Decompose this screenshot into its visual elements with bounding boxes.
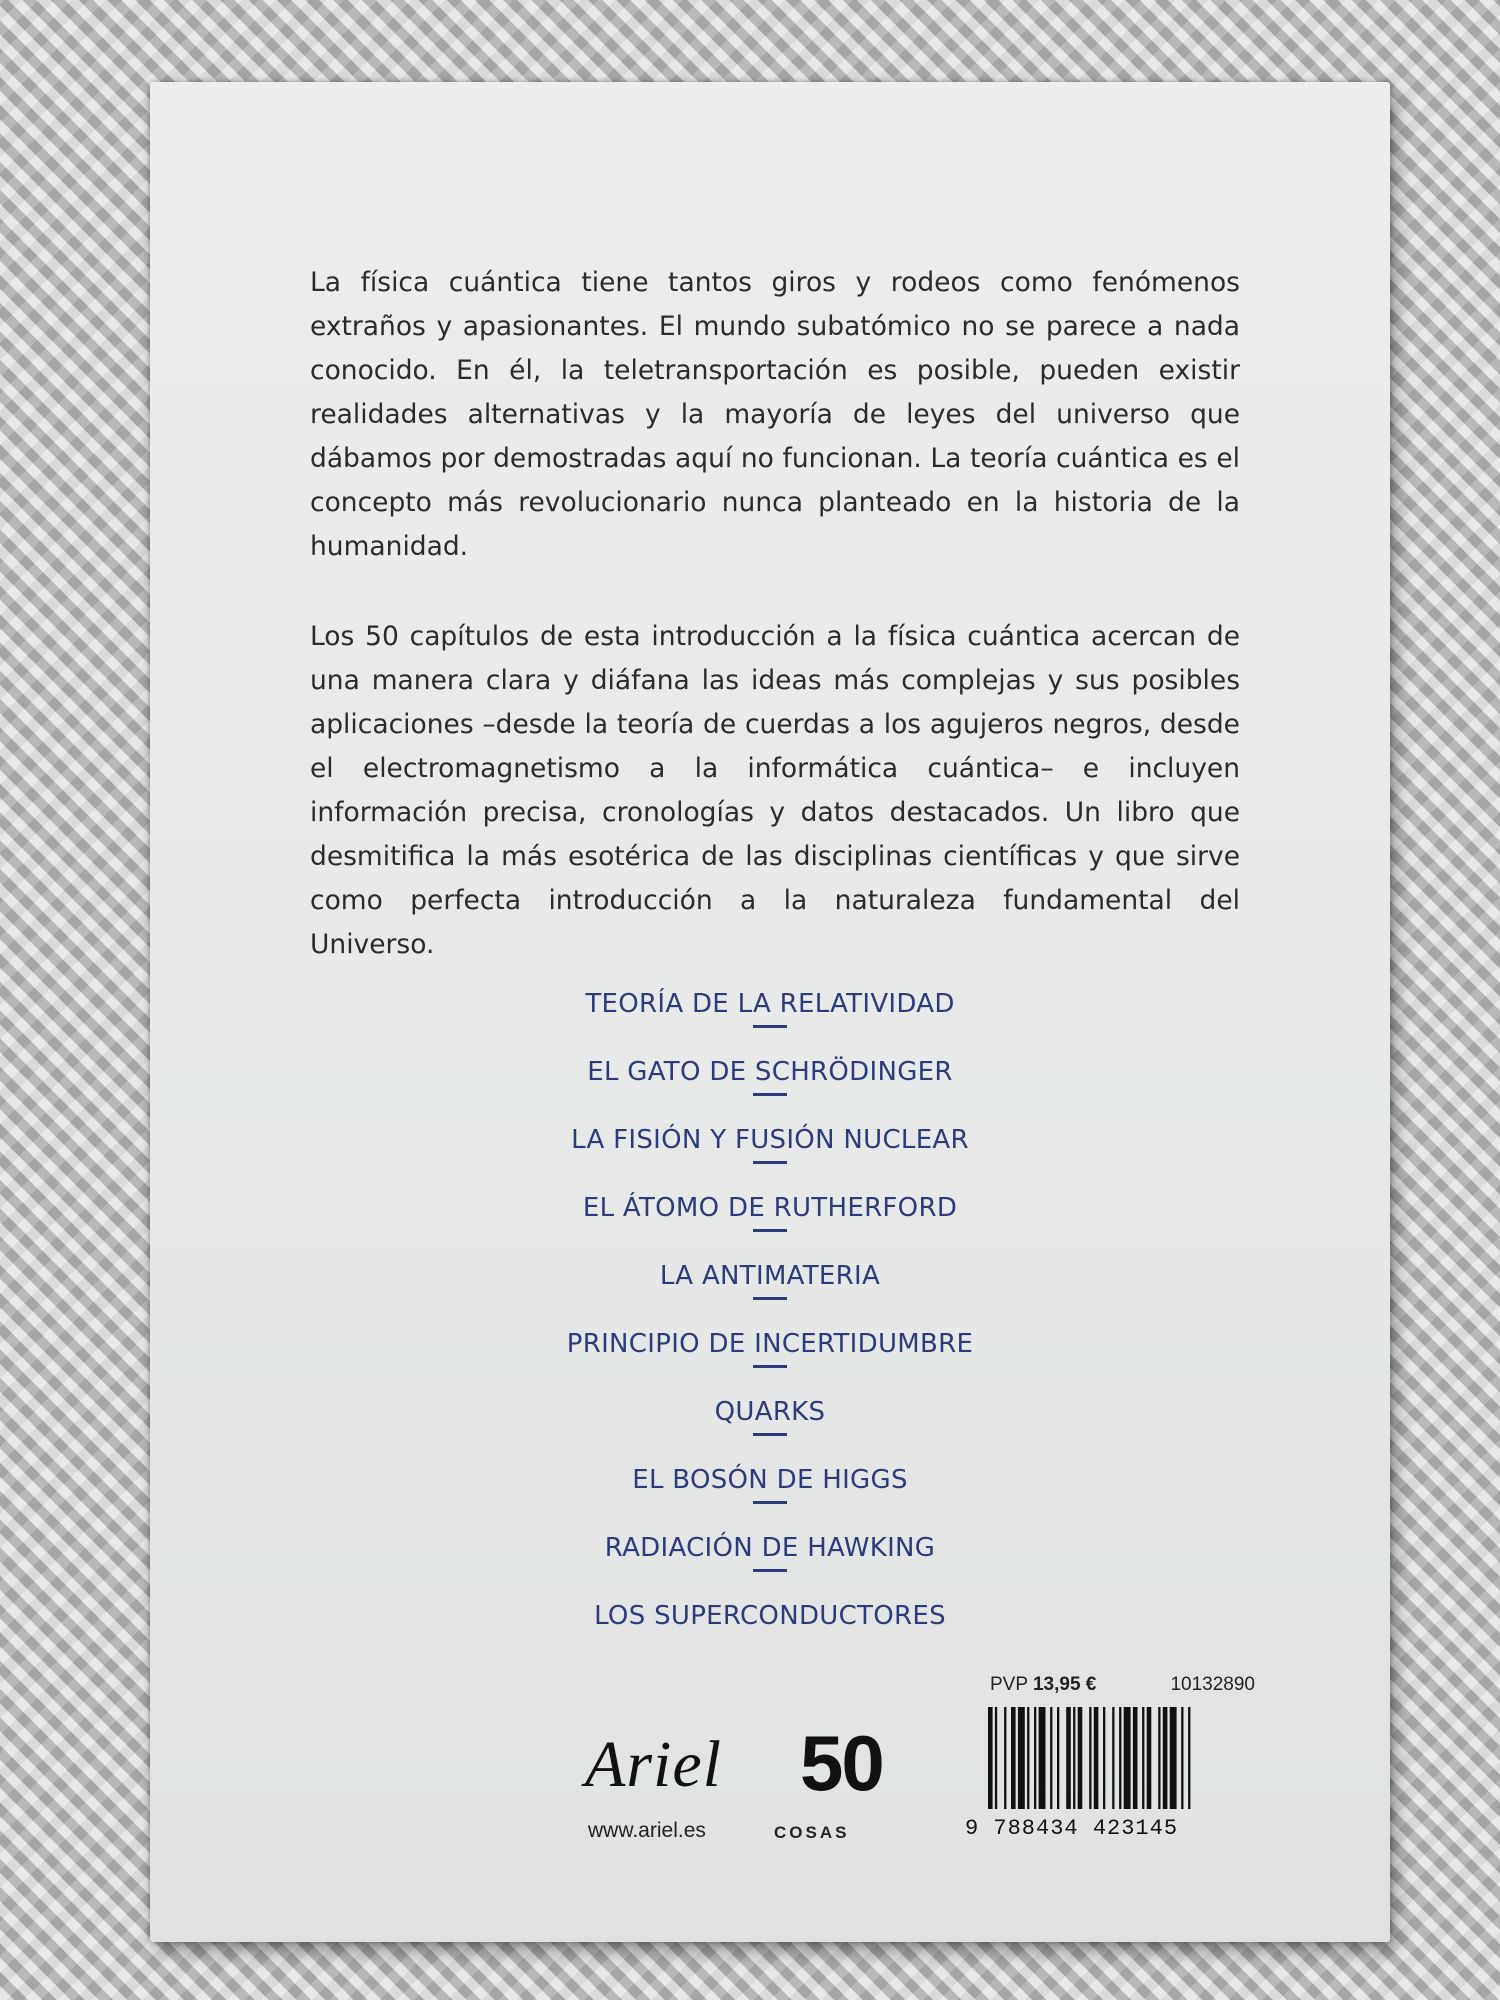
topic-item	[300, 1599, 1240, 1667]
topic-label: LOS SUPERCONDUCTORES	[594, 1601, 946, 1631]
topic-label: QUARKS	[714, 1397, 826, 1427]
price-value: 13,95 €	[1032, 1674, 1097, 1695]
price-tag	[990, 1674, 1096, 1695]
topic-item	[300, 1191, 1240, 1259]
topic-item	[300, 1463, 1240, 1531]
publisher-website: www.ariel.es	[588, 1819, 706, 1842]
product-code: 10132890	[1170, 1674, 1255, 1695]
topic-label: EL ÁTOMO DE RUTHERFORD	[582, 1193, 958, 1223]
topic-divider	[753, 1569, 787, 1572]
blurb-paragraph-2: Los 50 capítulos de esta introducción a la física cuántica acercan de una manera clara y diáfana las ideas más complejas y sus posibles aplicaciones –desde la teoría de cuerdas a los agujeros negros, desde el electromagnetismo a la informática cuántica– e incluyen información precisa, cronologías y datos destacados. Un libro que desmitifica la más esotérica de las disciplinas científicas y que sirve como perfecta introducción a la naturaleza fundamental del Universo.	[310, 620, 1240, 960]
topic-item	[300, 1395, 1240, 1463]
publisher-logo: Ariel	[585, 1728, 722, 1801]
topic-divider	[753, 1297, 787, 1300]
topic-label: PRINCIPIO DE INCERTIDUMBRE	[566, 1329, 974, 1359]
topic-list	[300, 987, 1240, 1667]
topic-label: EL BOSÓN DE HIGGS	[632, 1465, 908, 1495]
topic-item	[300, 1123, 1240, 1191]
price-row	[990, 1674, 1255, 1696]
price-label: PVP	[990, 1674, 1028, 1695]
topic-label: LA ANTIMATERIA	[659, 1261, 881, 1291]
topic-label: TEORÍA DE LA RELATIVIDAD	[585, 989, 955, 1019]
topic-item	[300, 1055, 1240, 1123]
topic-divider	[753, 1365, 787, 1368]
topic-label: EL GATO DE SCHRÖDINGER	[587, 1057, 953, 1087]
topic-divider	[753, 1501, 787, 1504]
series-number: 50	[800, 1719, 883, 1807]
topic-divider	[753, 1433, 787, 1436]
topic-label: LA FISIÓN Y FUSIÓN NUCLEAR	[571, 1125, 969, 1155]
series-name: COSAS	[774, 1823, 850, 1842]
topic-divider	[753, 1161, 787, 1164]
isbn-number: 9 788434 423145	[965, 1816, 1179, 1841]
barcode-icon	[988, 1707, 1256, 1809]
topic-item	[300, 1259, 1240, 1327]
topic-divider	[753, 1229, 787, 1232]
topic-label: RADIACIÓN DE HAWKING	[604, 1533, 936, 1563]
blurb-paragraph-1: La física cuántica tiene tantos giros y rodeos como fenómenos extraños y apasionantes. El mundo subatómico no se parece a nada conocido. En él, la teletransportación es posible, pueden existir realidades alternativas y la mayoría de leyes del universo que dábamos por demostradas aquí no funcionan. La teoría cuántica es el concepto más revolucionario nunca planteado en la historia de la humanidad.	[310, 266, 1240, 562]
topic-divider	[753, 1093, 787, 1096]
book-back-cover	[150, 82, 1390, 1942]
topic-item	[300, 1327, 1240, 1395]
topic-divider	[753, 1025, 787, 1028]
topic-item	[300, 1531, 1240, 1599]
topic-item	[300, 987, 1240, 1055]
